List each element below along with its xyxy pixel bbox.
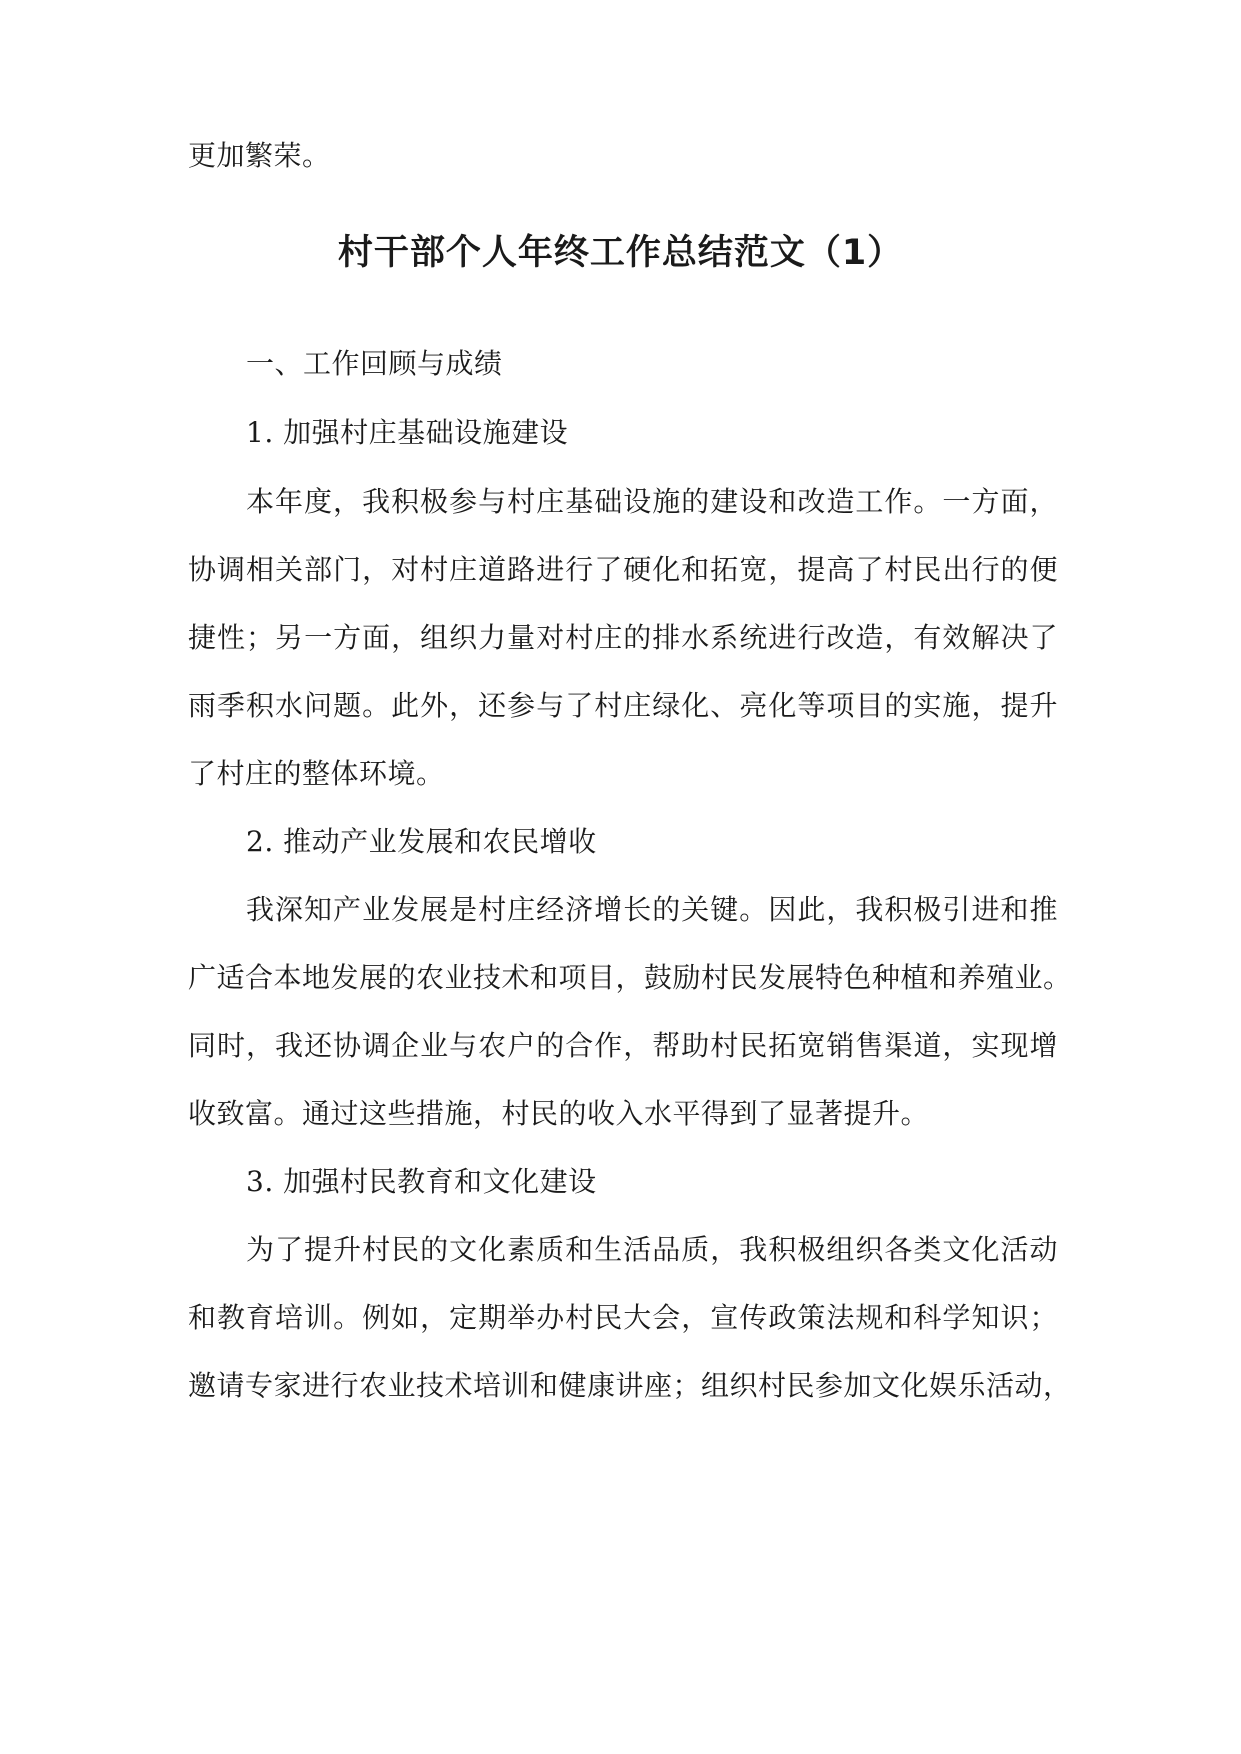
- item-heading-2: 2. 推动产业发展和农民增收: [246, 825, 597, 858]
- page-title: 村干部个人年终工作总结范文（1）: [337, 233, 904, 273]
- item-heading-3: 3. 加强村民教育和文化建设: [246, 1165, 597, 1198]
- paragraph-line: 了村庄的整体环境。: [188, 757, 445, 790]
- paragraph-line: 雨季积水问题。此外，还参与了村庄绿化、亮化等项目的实施，提升: [188, 689, 1058, 722]
- paragraph-line: 同时，我还协调企业与农户的合作，帮助村民拓宽销售渠道，实现增: [188, 1029, 1058, 1062]
- paragraph-line: 和教育培训。例如，定期举办村民大会，宣传政策法规和科学知识；: [188, 1301, 1058, 1334]
- paragraph-line: 本年度，我积极参与村庄基础设施的建设和改造工作。一方面，: [246, 485, 1058, 518]
- paragraph-line: 邀请专家进行农业技术培训和健康讲座；组织村民参加文化娱乐活动，: [188, 1369, 1072, 1402]
- paragraph-line: 收致富。通过这些措施，村民的收入水平得到了显著提升。: [188, 1097, 930, 1130]
- item-heading-1: 1. 加强村庄基础设施建设: [246, 416, 569, 449]
- paragraph-line: 捷性；另一方面，组织力量对村庄的排水系统进行改造，有效解决了: [188, 621, 1058, 654]
- paragraph-line: 为了提升村民的文化素质和生活品质，我积极组织各类文化活动: [246, 1233, 1058, 1266]
- paragraph-line: 广适合本地发展的农业技术和项目，鼓励村民发展特色种植和养殖业。: [188, 961, 1072, 994]
- continuation-text: 更加繁荣。: [188, 139, 331, 172]
- section-heading: 一、工作回顾与成绩: [246, 347, 503, 380]
- paragraph-line: 我深知产业发展是村庄经济增长的关键。因此，我积极引进和推: [246, 893, 1058, 926]
- paragraph-line: 协调相关部门，对村庄道路进行了硬化和拓宽，提高了村民出行的便: [188, 553, 1058, 586]
